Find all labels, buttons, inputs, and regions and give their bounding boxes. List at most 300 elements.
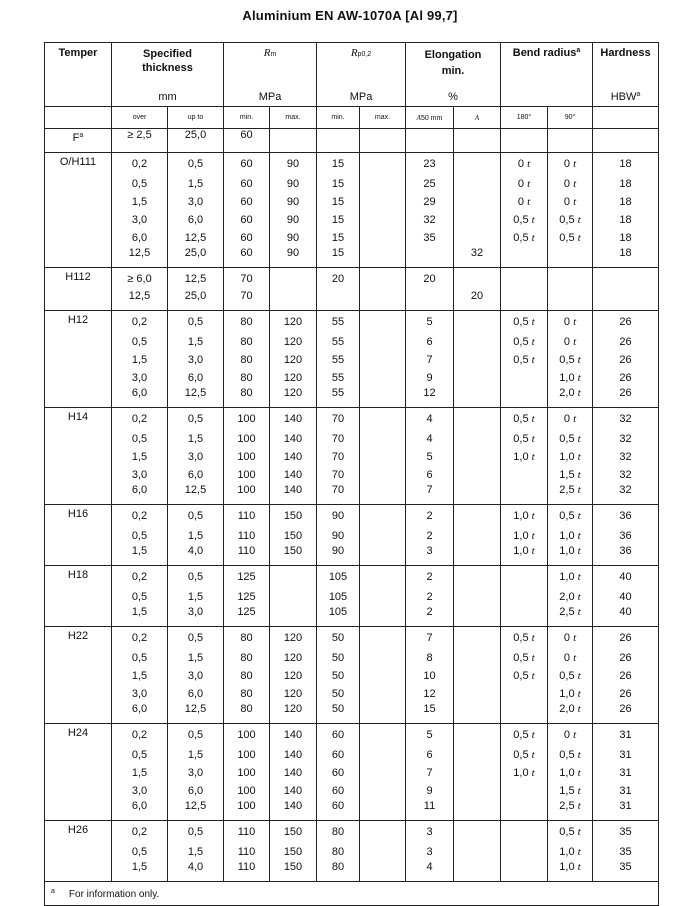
table-cell: 4: [406, 861, 454, 882]
table-cell: 25: [406, 175, 454, 193]
table-cell: [454, 448, 501, 466]
table-cell: 70: [317, 466, 360, 484]
sub-a: A: [454, 107, 501, 129]
table-cell: 32: [454, 247, 501, 268]
table-cell: 100: [224, 800, 270, 821]
table-row: [45, 843, 659, 861]
temper-cell: [45, 821, 112, 882]
sub-rm-min: min.: [224, 107, 270, 129]
table-cell: [454, 175, 501, 193]
table-cell: 100: [224, 764, 270, 782]
table-cell: 0,2: [112, 627, 168, 650]
table-cell: [270, 588, 317, 606]
table-cell: 105: [317, 588, 360, 606]
table-row: [45, 369, 659, 387]
table-cell: 15: [317, 175, 360, 193]
table-cell: 25,0: [168, 129, 224, 153]
table-cell: ≥ 2,5: [112, 129, 168, 153]
table-cell: [454, 369, 501, 387]
table-cell: [501, 861, 548, 882]
table-cell: 2: [406, 527, 454, 545]
table-cell: [454, 545, 501, 566]
table-row: [45, 685, 659, 703]
sub-rp-min: min.: [317, 107, 360, 129]
table-cell: [454, 843, 501, 861]
table-cell: 7: [406, 351, 454, 369]
temper-cell: [45, 505, 112, 566]
table-cell: [360, 782, 406, 800]
table-cell: 31: [593, 764, 659, 782]
table-cell: 105: [317, 606, 360, 627]
table-cell: 55: [317, 333, 360, 351]
table-cell: [406, 247, 454, 268]
table-cell: 4,0: [168, 545, 224, 566]
table-row: [45, 193, 659, 211]
table-row: [45, 351, 659, 369]
table-cell: 0,5 t: [548, 667, 593, 685]
table-cell: [501, 782, 548, 800]
table-cell: 0 t: [501, 193, 548, 211]
table-cell: 55: [317, 387, 360, 408]
table-cell: [501, 566, 548, 589]
table-cell: 70: [224, 268, 270, 291]
table-cell: 5: [406, 448, 454, 466]
table-cell: 55: [317, 311, 360, 334]
table-row: [45, 229, 659, 247]
table-cell: 36: [593, 505, 659, 528]
table-cell: 0,5 t: [501, 430, 548, 448]
table-cell: 140: [270, 484, 317, 505]
table-cell: [501, 821, 548, 844]
table-row: [45, 484, 659, 505]
table-cell: [360, 387, 406, 408]
table-cell: 5: [406, 311, 454, 334]
table-cell: 0 t: [548, 153, 593, 176]
table-row: [45, 800, 659, 821]
unit-elongation: %: [406, 89, 501, 107]
table-cell: 7: [406, 764, 454, 782]
table-cell: 0,5: [168, 566, 224, 589]
table-cell: 50: [317, 667, 360, 685]
table-cell: 1,0 t: [548, 764, 593, 782]
header-rm: Rm: [224, 43, 317, 89]
table-cell: [454, 387, 501, 408]
table-cell: 0 t: [548, 311, 593, 334]
table-cell: 36: [593, 527, 659, 545]
table-cell: [548, 268, 593, 291]
table-cell: 110: [224, 505, 270, 528]
table-cell: 18: [593, 229, 659, 247]
table-cell: [454, 430, 501, 448]
table-cell: 100: [224, 408, 270, 431]
table-cell: 7: [406, 484, 454, 505]
table-cell: 0,5: [168, 821, 224, 844]
table-cell: [360, 290, 406, 311]
table-cell: 0,5 t: [501, 649, 548, 667]
table-cell: 35: [593, 821, 659, 844]
table-row: [45, 746, 659, 764]
table-cell: 150: [270, 527, 317, 545]
table-cell: 80: [224, 351, 270, 369]
table-cell: 80: [317, 861, 360, 882]
table-cell: 0,2: [112, 505, 168, 528]
table-row: [45, 268, 659, 291]
table-cell: 0,5: [168, 505, 224, 528]
table-cell: 120: [270, 703, 317, 724]
table-cell: 18: [593, 193, 659, 211]
table-cell: 32: [593, 466, 659, 484]
table-row: [45, 724, 659, 747]
table-cell: 4,0: [168, 861, 224, 882]
table-cell: [454, 229, 501, 247]
table-cell: 0,5: [112, 333, 168, 351]
table-cell: 1,0 t: [501, 545, 548, 566]
table-cell: 0,5: [168, 724, 224, 747]
table-cell: 80: [224, 311, 270, 334]
table-cell: [360, 588, 406, 606]
table-cell: 1,5: [112, 448, 168, 466]
table-cell: [360, 153, 406, 176]
table-cell: 110: [224, 821, 270, 844]
temper-cell: [45, 408, 112, 505]
table-cell: 12,5: [112, 247, 168, 268]
table-cell: 0,5: [112, 588, 168, 606]
table-cell: 0,2: [112, 408, 168, 431]
table-cell: 6,0: [168, 782, 224, 800]
table-cell: 80: [224, 387, 270, 408]
table-row: [45, 821, 659, 844]
table-cell: 0,5: [168, 408, 224, 431]
table-cell: 110: [224, 861, 270, 882]
table-cell: 26: [593, 351, 659, 369]
table-cell: 15: [317, 247, 360, 268]
table-cell: 15: [317, 193, 360, 211]
table-row: [45, 175, 659, 193]
table-cell: [360, 448, 406, 466]
table-cell: 60: [224, 229, 270, 247]
table-cell: 0,5 t: [548, 746, 593, 764]
table-cell: 1,5: [168, 746, 224, 764]
table-cell: [270, 129, 317, 153]
table-cell: 0,5 t: [548, 351, 593, 369]
table-row: [45, 311, 659, 334]
table-cell: [454, 268, 501, 291]
table-cell: 0 t: [548, 175, 593, 193]
table-cell: [501, 800, 548, 821]
table-cell: 18: [593, 211, 659, 229]
table-cell: [501, 387, 548, 408]
temper-label: H18: [67, 569, 89, 581]
table-cell: 0,5 t: [548, 505, 593, 528]
sub-rp-max: max.: [360, 107, 406, 129]
table-cell: 150: [270, 545, 317, 566]
table-cell: 3: [406, 545, 454, 566]
table-cell: [454, 649, 501, 667]
unit-hardness: HBW$^a$: [593, 89, 659, 107]
table-cell: 3: [406, 843, 454, 861]
table-cell: 0 t: [501, 153, 548, 176]
table-cell: 6,0: [168, 466, 224, 484]
table-cell: 0 t: [548, 408, 593, 431]
table-cell: 1,5: [168, 430, 224, 448]
table-cell: [360, 627, 406, 650]
table-cell: 2: [406, 606, 454, 627]
table-cell: 4: [406, 408, 454, 431]
sub-rm-max: max.: [270, 107, 317, 129]
table-cell: 120: [270, 333, 317, 351]
table-cell: 6,0: [168, 685, 224, 703]
table-cell: 80: [224, 667, 270, 685]
table-cell: 1,5: [112, 606, 168, 627]
table-cell: 120: [270, 351, 317, 369]
table-cell: 125: [224, 588, 270, 606]
table-cell: 1,5: [112, 351, 168, 369]
table-cell: 1,0 t: [548, 545, 593, 566]
table-cell: [454, 351, 501, 369]
table-cell: [360, 667, 406, 685]
table-cell: 2,5 t: [548, 800, 593, 821]
table-cell: 2,0 t: [548, 387, 593, 408]
table-cell: 120: [270, 649, 317, 667]
table-cell: 1,5 t: [548, 466, 593, 484]
table-cell: 100: [224, 746, 270, 764]
table-cell: 120: [270, 627, 317, 650]
table-cell: 20: [317, 268, 360, 291]
table-cell: 0 t: [501, 175, 548, 193]
table-cell: 6,0: [112, 387, 168, 408]
table-cell: 12: [406, 685, 454, 703]
table-cell: 31: [593, 724, 659, 747]
temper-label: H16: [67, 508, 89, 520]
table-cell: 6,0: [112, 229, 168, 247]
table-cell: [501, 588, 548, 606]
table-cell: [548, 290, 593, 311]
table-cell: 1,5: [112, 193, 168, 211]
table-cell: 80: [224, 649, 270, 667]
table-cell: [360, 193, 406, 211]
temper-label: O/H111: [59, 156, 97, 168]
table-cell: [360, 724, 406, 747]
table-cell: 40: [593, 606, 659, 627]
table-cell: 3,0: [168, 193, 224, 211]
table-cell: 6,0: [168, 211, 224, 229]
table-row: [45, 588, 659, 606]
table-cell: 100: [224, 724, 270, 747]
table-cell: 1,0 t: [548, 843, 593, 861]
table-cell: [454, 606, 501, 627]
table-cell: [454, 588, 501, 606]
table-cell: 26: [593, 685, 659, 703]
table-row: [45, 527, 659, 545]
table-cell: 32: [593, 408, 659, 431]
table-cell: [548, 129, 593, 153]
table-cell: 1,5 t: [548, 782, 593, 800]
unit-rp: MPa: [317, 89, 406, 107]
table-cell: 0,5: [112, 843, 168, 861]
table-cell: 70: [224, 290, 270, 311]
table-cell: 3,0: [168, 351, 224, 369]
table-cell: 3,0: [168, 448, 224, 466]
properties-table: [44, 42, 659, 906]
table-cell: [548, 247, 593, 268]
table-cell: [454, 685, 501, 703]
table-row: [45, 545, 659, 566]
table-cell: 55: [317, 351, 360, 369]
table-cell: 140: [270, 746, 317, 764]
table-cell: 60: [224, 153, 270, 176]
sub-a50: A50 mm: [406, 107, 454, 129]
table-cell: [501, 703, 548, 724]
table-cell: 0,2: [112, 153, 168, 176]
table-cell: 0,5: [112, 430, 168, 448]
table-cell: [270, 268, 317, 291]
table-cell: 80: [224, 333, 270, 351]
table-row: [45, 764, 659, 782]
table-cell: [454, 667, 501, 685]
temper-cell: [45, 153, 112, 268]
table-cell: 90: [317, 505, 360, 528]
table-cell: [406, 290, 454, 311]
table-cell: [360, 685, 406, 703]
table-cell: 60: [317, 800, 360, 821]
table-cell: [501, 247, 548, 268]
table-cell: 6,0: [168, 369, 224, 387]
table-row: [45, 129, 659, 153]
table-cell: 0,5: [168, 627, 224, 650]
table-cell: [317, 290, 360, 311]
table-cell: 3,0: [112, 466, 168, 484]
table-cell: 1,0 t: [548, 527, 593, 545]
table-cell: [593, 129, 659, 153]
table-cell: 20: [406, 268, 454, 291]
table-cell: [501, 685, 548, 703]
table-cell: 32: [593, 484, 659, 505]
table-row: [45, 430, 659, 448]
table-row: [45, 247, 659, 268]
table-cell: 120: [270, 387, 317, 408]
table-cell: 40: [593, 588, 659, 606]
temper-label: H24: [67, 727, 89, 739]
table-cell: [406, 129, 454, 153]
table-cell: 6,0: [112, 800, 168, 821]
table-cell: 25,0: [168, 247, 224, 268]
table-cell: 55: [317, 369, 360, 387]
temper-cell: [45, 627, 112, 724]
table-cell: 2,5 t: [548, 606, 593, 627]
table-cell: [360, 861, 406, 882]
table-cell: 1,5: [168, 649, 224, 667]
table-cell: 26: [593, 387, 659, 408]
table-cell: 3,0: [112, 369, 168, 387]
table-cell: [270, 606, 317, 627]
table-cell: [360, 311, 406, 334]
table-cell: 12,5: [168, 387, 224, 408]
table-cell: 20: [454, 290, 501, 311]
table-cell: [454, 703, 501, 724]
table-cell: 9: [406, 369, 454, 387]
table-cell: 90: [270, 153, 317, 176]
table-cell: 70: [317, 448, 360, 466]
table-cell: 5: [406, 724, 454, 747]
table-cell: 90: [270, 175, 317, 193]
sub-bend-180: 180°: [501, 107, 548, 129]
table-cell: 2,5 t: [548, 484, 593, 505]
table-cell: 12,5: [112, 290, 168, 311]
table-cell: 150: [270, 843, 317, 861]
table-cell: 0,5 t: [548, 211, 593, 229]
table-cell: [454, 764, 501, 782]
table-cell: [593, 290, 659, 311]
table-cell: 18: [593, 247, 659, 268]
table-cell: [360, 545, 406, 566]
table-row: [45, 566, 659, 589]
table-cell: 0,5 t: [548, 430, 593, 448]
table-cell: 3: [406, 821, 454, 844]
table-cell: 6,0: [112, 703, 168, 724]
table-cell: 15: [317, 211, 360, 229]
table-cell: 6,0: [112, 484, 168, 505]
table-cell: 25,0: [168, 290, 224, 311]
table-cell: [360, 527, 406, 545]
table-cell: 0,5 t: [501, 333, 548, 351]
table-cell: 0,5 t: [548, 229, 593, 247]
table-cell: [501, 369, 548, 387]
table-cell: 32: [593, 430, 659, 448]
table-cell: 60: [317, 724, 360, 747]
table-cell: 140: [270, 448, 317, 466]
table-cell: [501, 843, 548, 861]
sub-up-to: up to: [168, 107, 224, 129]
table-cell: 3,0: [112, 685, 168, 703]
header-thickness: Specified thickness: [112, 43, 224, 89]
table-cell: [360, 466, 406, 484]
table-cell: 35: [593, 861, 659, 882]
temper-cell: [45, 268, 112, 311]
table-cell: [501, 290, 548, 311]
table-cell: [360, 408, 406, 431]
table-cell: 80: [224, 703, 270, 724]
table-cell: 120: [270, 311, 317, 334]
table-cell: 60: [224, 129, 270, 153]
table-cell: 3,0: [112, 782, 168, 800]
table-cell: 0,5 t: [501, 724, 548, 747]
table-cell: 1,5: [112, 764, 168, 782]
table-cell: 26: [593, 311, 659, 334]
table-cell: 50: [317, 627, 360, 650]
table-cell: [360, 484, 406, 505]
table-cell: [360, 369, 406, 387]
table-cell: [360, 505, 406, 528]
table-cell: 0,5 t: [501, 667, 548, 685]
table-cell: 2: [406, 505, 454, 528]
table-cell: [360, 566, 406, 589]
table-cell: 1,5: [168, 588, 224, 606]
temper-cell: [45, 129, 112, 153]
table-cell: 1,0 t: [548, 685, 593, 703]
table-cell: 90: [317, 545, 360, 566]
unit-rm: MPa: [224, 89, 317, 107]
table-row: [45, 408, 659, 431]
table-cell: 1,0 t: [548, 369, 593, 387]
table-cell: 12,5: [168, 268, 224, 291]
table-cell: 12,5: [168, 800, 224, 821]
sub-bend-90: 90°: [548, 107, 593, 129]
table-cell: 0,5: [168, 311, 224, 334]
table-cell: 0 t: [548, 193, 593, 211]
table-cell: 1,0 t: [548, 448, 593, 466]
table-cell: [454, 800, 501, 821]
table-cell: 100: [224, 484, 270, 505]
